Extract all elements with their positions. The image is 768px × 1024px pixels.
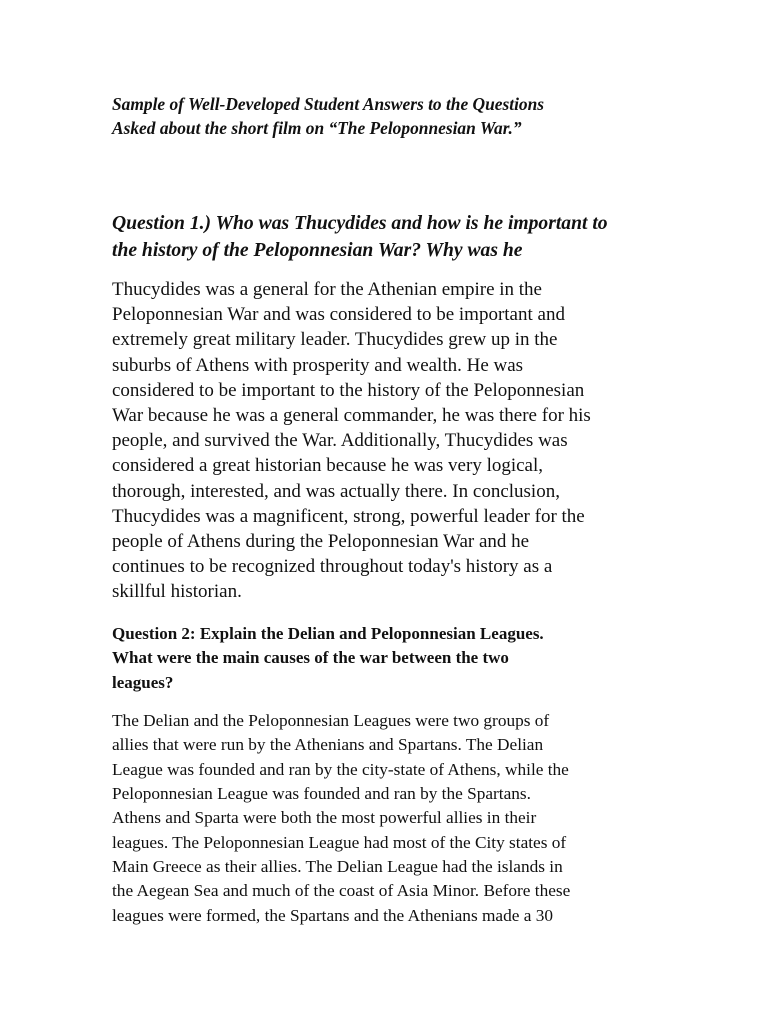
answer-2-line: the Aegean Sea and much of the coast of Asia Minor. Before these: [112, 881, 571, 901]
answer-1-line: War because he was a general commander, he was there for his: [112, 405, 591, 427]
answer-1-line: thorough, interested, and was actually there. In conclusion,: [112, 480, 560, 502]
answer-1-line: Thucydides was a general for the Athenian empire in the: [112, 279, 542, 300]
question-2-heading-line: leagues?: [112, 672, 174, 692]
question-2-heading: [112, 622, 648, 696]
answer-1-line: considered a great historian because he was very logical,: [112, 455, 544, 477]
answer-1-line: extremely great military leader. Thucydides grew up in the: [112, 329, 558, 351]
answer-2-line: League was founded and ran by the city-state of Athens, while the: [112, 759, 569, 779]
answer-1-line: suburbs of Athens with prosperity and wealth. He was: [112, 354, 524, 376]
answer-2-line: The Delian and the Peloponnesian Leagues were two groups of: [112, 711, 550, 731]
title-line: Sample of Well-Developed Student Answers to the Questions: [112, 94, 545, 114]
question-2-heading-line: Question 2: Explain the Delian and Peloponnesian Leagues.: [112, 623, 544, 643]
answer-2-line: leagues. The Peloponnesian League had most of the City states of: [112, 832, 567, 852]
question-1-heading-line: Question 1.) Who was Thucydides and how is he important to: [112, 213, 608, 234]
document-page: [112, 92, 648, 928]
answer-1-line: continues to be recognized throughout today's history as a: [112, 556, 553, 578]
question-2-answer: [112, 709, 648, 928]
answer-1-line: Thucydides was a magnificent, strong, powerful leader for the: [112, 505, 585, 527]
answer-1-line: Peloponnesian War and was considered to be important and: [112, 304, 565, 326]
answer-2-line: allies that were run by the Athenians and Spartans. The Delian: [112, 735, 544, 755]
answer-2-line: leagues were formed, the Spartans and the Athenians made a 30: [112, 905, 554, 925]
answer-1-line: people, and survived the War. Additionally, Thucydides was: [112, 430, 568, 452]
answer-1-line: considered to be important to the history of the Peloponnesian: [112, 379, 585, 401]
question-1-answer: [112, 277, 648, 605]
title-line: Asked about the short film on “The Peloponnesian War.”: [112, 118, 522, 138]
answer-1-line: people of Athens during the Peloponnesian War and he: [112, 531, 530, 553]
answer-2-line: Main Greece as their allies. The Delian League had the islands in: [112, 856, 563, 876]
answer-2-line: Athens and Sparta were both the most powerful allies in their: [112, 808, 537, 828]
answer-1-line: skillful historian.: [112, 581, 242, 603]
document-title: [112, 92, 648, 140]
answer-2-line: Peloponnesian League was founded and ran by the Spartans.: [112, 784, 531, 804]
question-1-heading: [112, 210, 648, 264]
question-1-heading-line: the history of the Peloponnesian War? Why was he: [112, 240, 523, 261]
question-2-heading-line: What were the main causes of the war between the two: [112, 648, 509, 668]
